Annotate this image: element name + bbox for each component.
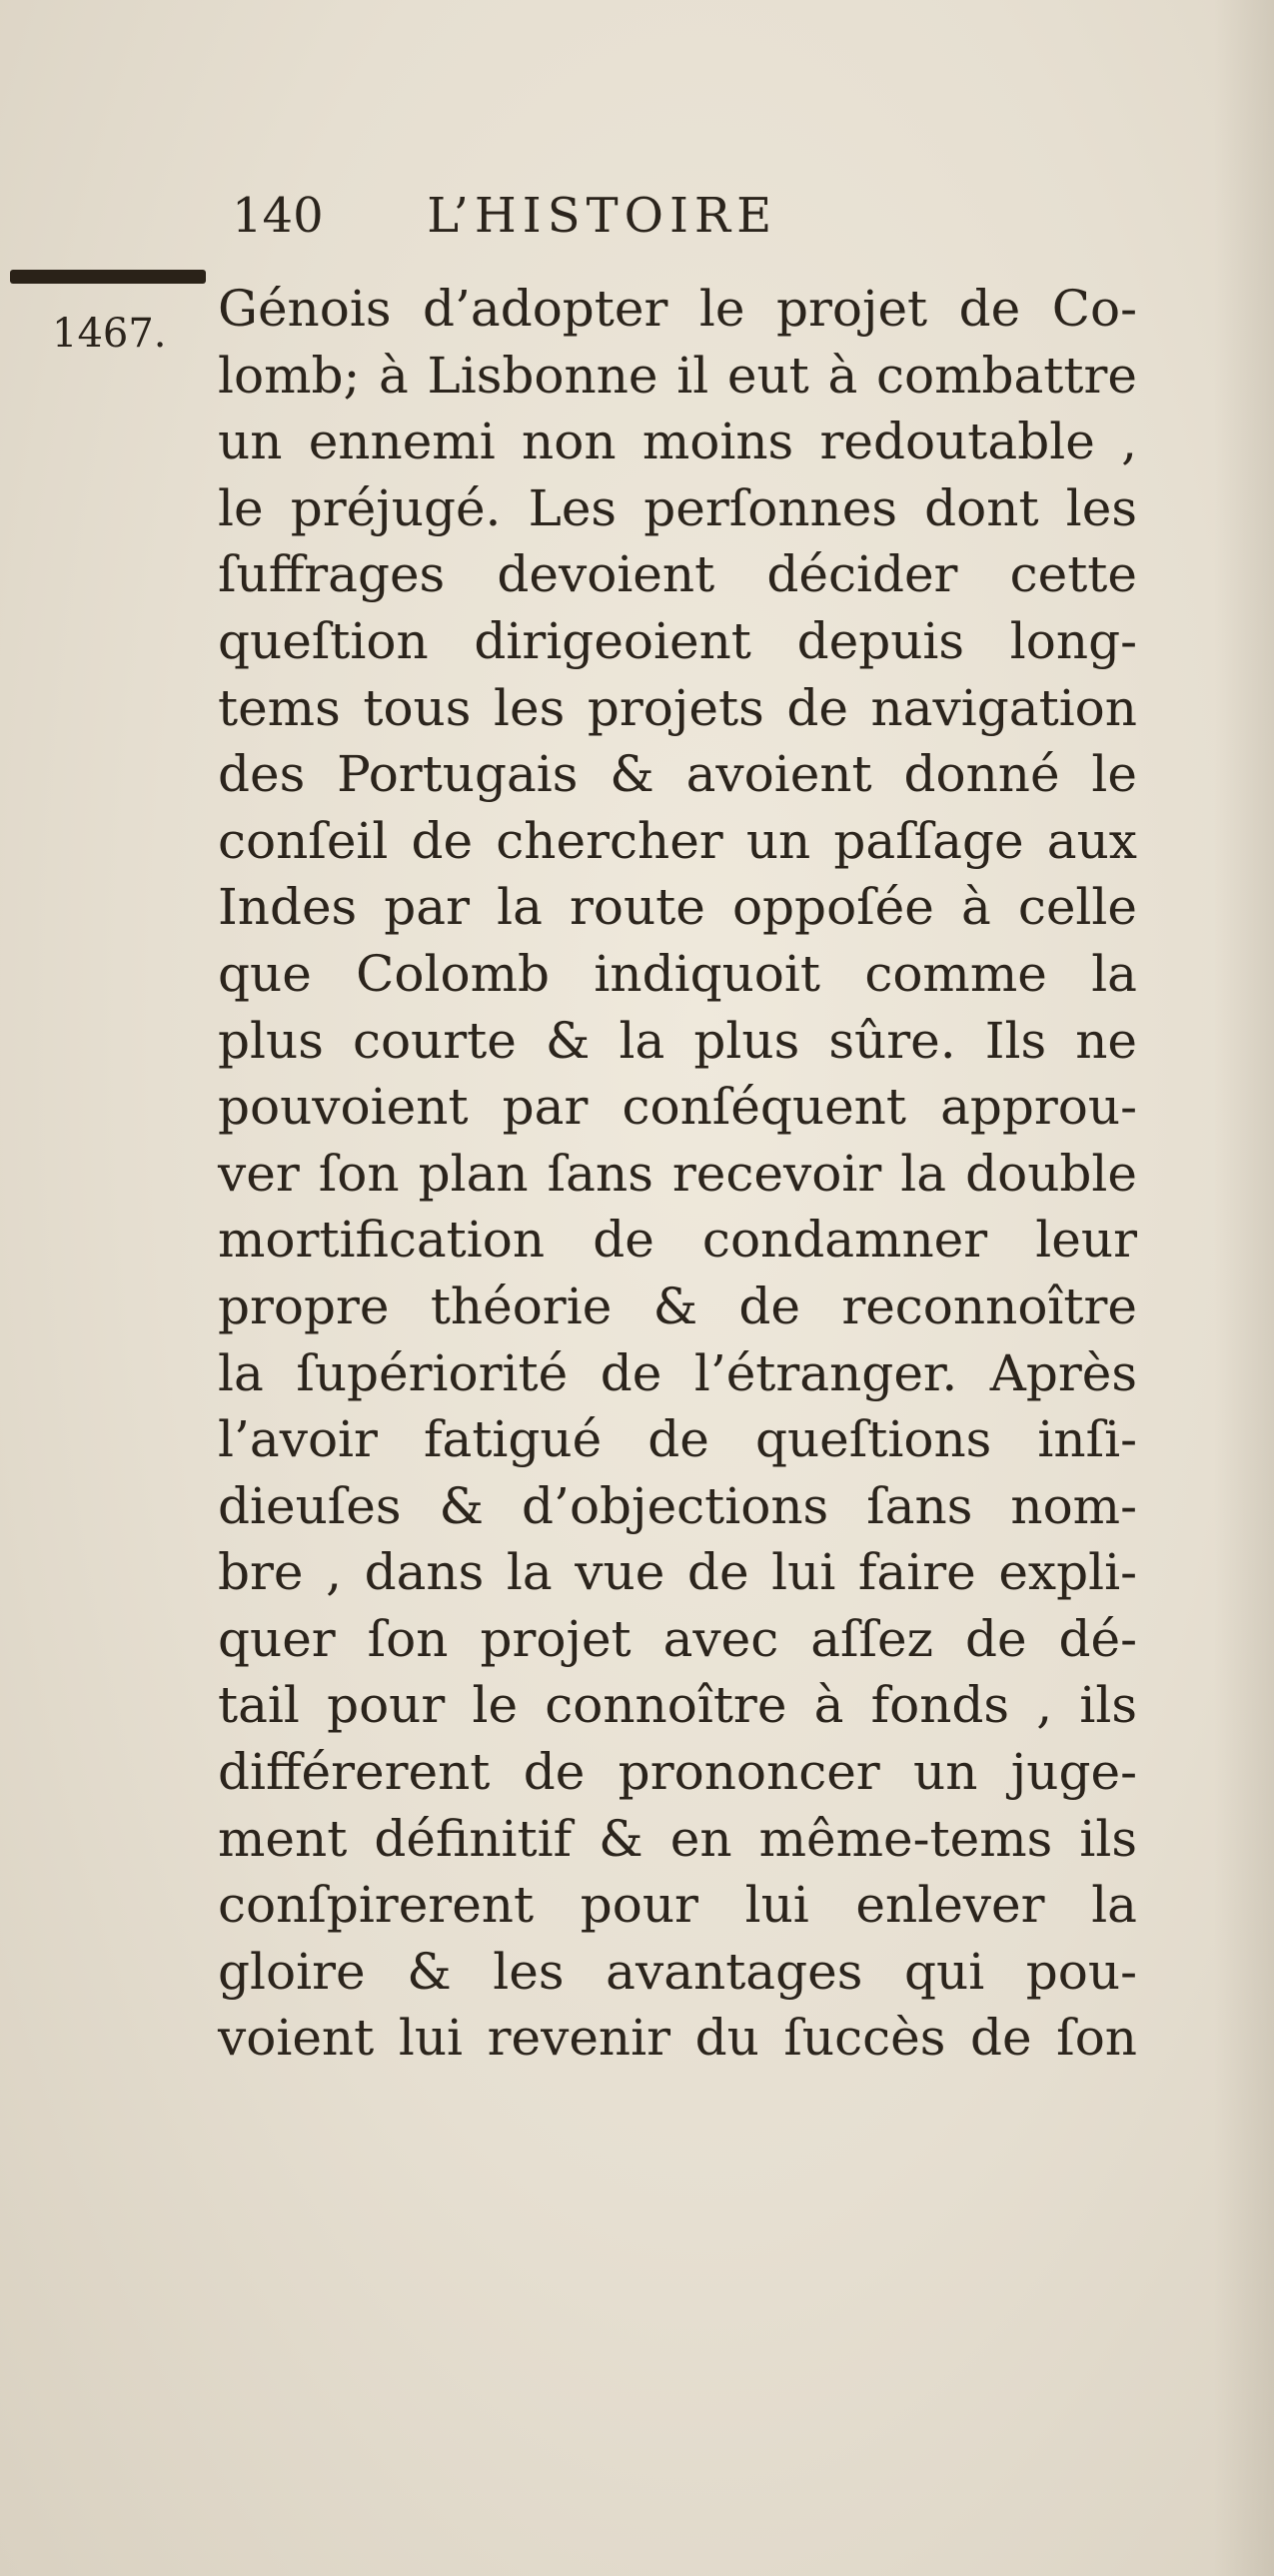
text-line: Indes par la route oppoſée à celle xyxy=(218,878,1137,937)
text-line: tems tous les projets de navigation xyxy=(218,678,1137,737)
text-line: propre théorie & de reconnoître xyxy=(218,1277,1137,1335)
text-line: que Colomb indiquoit comme la xyxy=(218,944,1137,1003)
text-line: des Portugais & avoient donné le xyxy=(218,745,1137,804)
text-line: ver ſon plan ſans recevoir la double xyxy=(218,1144,1137,1203)
text-line: queſtion dirigeoient depuis long- xyxy=(218,611,1137,670)
text-line: voient lui revenir du ſuccès de ſon xyxy=(218,2009,1137,2068)
body-text xyxy=(218,276,1137,2072)
page-number: 140 xyxy=(232,188,324,244)
text-line: conſpirerent pour lui enlever la xyxy=(218,1876,1137,1935)
text-line: le préjugé. Les perſonnes dont les xyxy=(218,478,1137,537)
text-line: tail pour le connoître à fonds , ils xyxy=(218,1676,1137,1735)
text-line: différerent de prononcer un juge- xyxy=(218,1743,1137,1802)
margin-date-note: 1467. xyxy=(52,311,167,357)
text-line: dieuſes & d’objections ſans nom- xyxy=(218,1476,1137,1535)
running-head xyxy=(232,186,777,246)
running-title: L’HISTOIRE xyxy=(427,188,778,244)
text-line: l’avoir fatigué de queſtions inſi- xyxy=(218,1410,1137,1469)
margin-rule xyxy=(10,270,206,284)
text-line: mortification de condamner leur xyxy=(218,1211,1137,1270)
text-line: quer ſon projet avec aſſez de dé- xyxy=(218,1609,1137,1668)
text-line: pouvoient par conſéquent approu- xyxy=(218,1078,1137,1137)
text-line: lomb; à Lisbonne il eut à combattre xyxy=(218,346,1137,405)
text-line: plus courte & la plus sûre. Ils ne xyxy=(218,1011,1137,1070)
text-line: ſuffrages devoient décider cette xyxy=(218,545,1137,604)
text-line: bre , dans la vue de lui faire expli- xyxy=(218,1543,1137,1602)
text-line: gloire & les avantages qui pou- xyxy=(218,1942,1137,2001)
text-line: Génois d’adopter le projet de Co- xyxy=(218,280,1137,338)
text-line: un ennemi non moins redoutable , xyxy=(218,413,1137,471)
text-line: conſeil de chercher un paſſage aux xyxy=(218,811,1137,870)
text-line: la ſupériorité de l’étranger. Après xyxy=(218,1343,1137,1402)
text-line: ment définitif & en même-tems ils xyxy=(218,1809,1137,1868)
